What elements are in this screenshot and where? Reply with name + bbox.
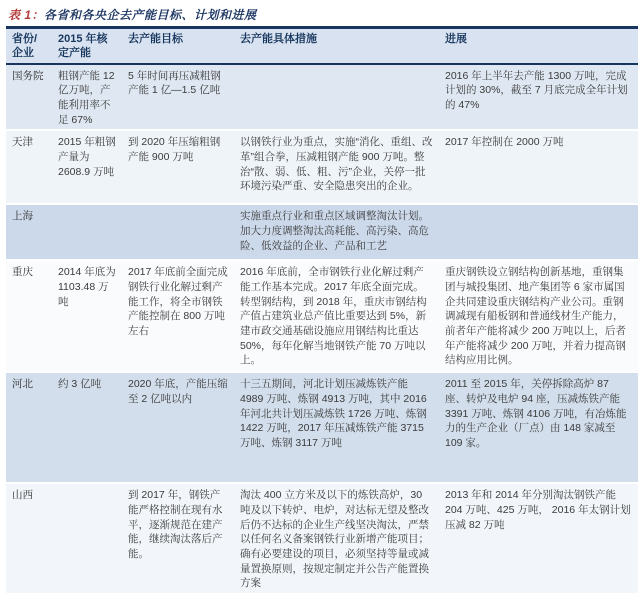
target-cell: 到 2020 年压缩粗钢产能 900 万吨 [128,136,221,163]
column-header-region: 省份/企业 [12,33,38,59]
region-cell: 天津 [12,136,33,149]
measures-cell [234,65,439,130]
column-header-progress: 进展 [445,33,467,45]
measures-cell: 实施重点行业和重点区域调整淘汰计划。加大力度调整淘汰高耗能、高污染、高危险、低效益的企业、产品和工艺 [240,210,429,252]
column-header-measures: 去产能具体措施 [240,33,317,45]
table-row-chongqing [6,261,638,373]
table-row-shanghai [6,205,638,261]
capacity-2015-cell: 2015 年粗钢产量为 2608.9 万吨 [58,136,116,178]
progress-cell: 2011 至 2015 年，关停拆除高炉 87 座、转炉及电炉 94 座，压减炼铁产能 3391 万吨、炼钢 4106 万吨，有冶炼能力的生产企业（厂点）由 148 家减至 109 家。 [445,378,627,449]
progress-cell: 2013 年和 2014 年分别淘汰钢铁产能 204 万吨、425 万吨， 2016 年太钢计划压减 82 万吨 [445,489,631,531]
measures-cell: 淘汰 400 立方米及以下的炼铁高炉，30 吨及以下转炉、电炉，对达标无望及整改后仍不达标的企业生产线坚决淘汰，严禁以任何名义备案钢铁行业新增产能项目；确有必要建设的项目，必须坚持等量或减量置换原则，按规定制定并公告产能置换方案 [240,489,429,590]
progress-cell: 2016 年上半年去产能 1300 万吨，完成计划的 30%，截至 7 月底完成全年计划的 47% [445,69,628,111]
progress-cell: 2017 年控制在 2000 万吨 [445,136,564,149]
measures-cell: 十三五期间，河北计划压减炼铁产能 4989 万吨、炼钢 4913 万吨，其中 2016 年河北共计划压减炼铁 1726 万吨、炼钢 1422 万吨，2017 年压减炼铁产能 3715 万吨、炼钢 3117 万吨 [240,378,427,449]
table-row-tianjin [6,131,638,205]
column-header-target: 去产能目标 [128,33,183,45]
region-cell: 重庆 [12,266,33,279]
region-cell: 河北 [12,378,33,391]
target-cell: 5 年时间再压减粗钢产能 1 亿—1.5 亿吨 [128,69,221,97]
table-title-prefix: 表 1： [8,8,45,22]
column-header-capacity-2015: 2015 年核定产能 [58,33,108,59]
region-cell: 山西 [12,489,33,502]
target-cell [122,205,234,259]
capacity-2015-cell: 约 3 亿吨 [58,378,102,391]
capacity-2015-cell: 粗钢产能 12 亿万吨，产能利用率不足 67% [58,69,115,126]
table-row-hebei [6,373,638,484]
measures-cell: 2016 年底前，全市钢铁行业化解过剩产能工作基本完成。2017 年底全面完成。转型钢结构，到 2018 年，重庆市钢结构产值占建筑业总产值比重要达到 5%，新建市政交通基础设施应用钢结构比重达 50%，每年化解当地钢铁产能 70 万吨以上。 [240,266,427,367]
table-row-state-council [6,65,638,132]
capacity-2015-cell [52,205,122,259]
table-header-row [6,29,638,65]
capacity-reduction-table [6,26,638,595]
progress-cell [439,205,638,259]
target-cell: 2017 年底前全面完成钢铁行业化解过剩产能工作，将全市钢铁产能控制在 800 万吨左右 [128,266,228,337]
target-cell: 到 2017 年，钢铁产能严格控制在现有水平，逐渐规范在建产能，继续淘汰落后产能。 [128,489,223,560]
table-title-text: 各省和各央企去产能目标、计划和进展 [44,8,257,22]
table-row-shanxi [6,484,638,595]
region-cell: 国务院 [12,69,44,82]
measures-cell: 以钢铁行业为重点，实施“消化、重组、改革”组合拳，压减粗钢产能 900 万吨。整治“散、弱、低、粗、污”企业，关停一批环境污染严重、安全隐患突出的企业。 [240,136,433,193]
target-cell: 2020 年底，产能压缩至 2 亿吨以内 [128,378,228,405]
capacity-2015-cell [52,484,122,593]
region-cell: 上海 [12,210,33,223]
capacity-2015-cell: 2014 年底为 1103.48 万吨 [58,266,116,308]
progress-cell: 重庆钢铁设立钢结构创新基地，重钢集团与城投集团、地产集团等 6 家市属国企共同建设重庆钢结构产业公司。重钢调减现有船板钢和普通线材生产能力，前者年产能将减少 200 万吨以上，后者年产能将减少 200 万吨，并着力提高钢结构应用比例。 [445,266,626,367]
table-title [6,4,638,26]
